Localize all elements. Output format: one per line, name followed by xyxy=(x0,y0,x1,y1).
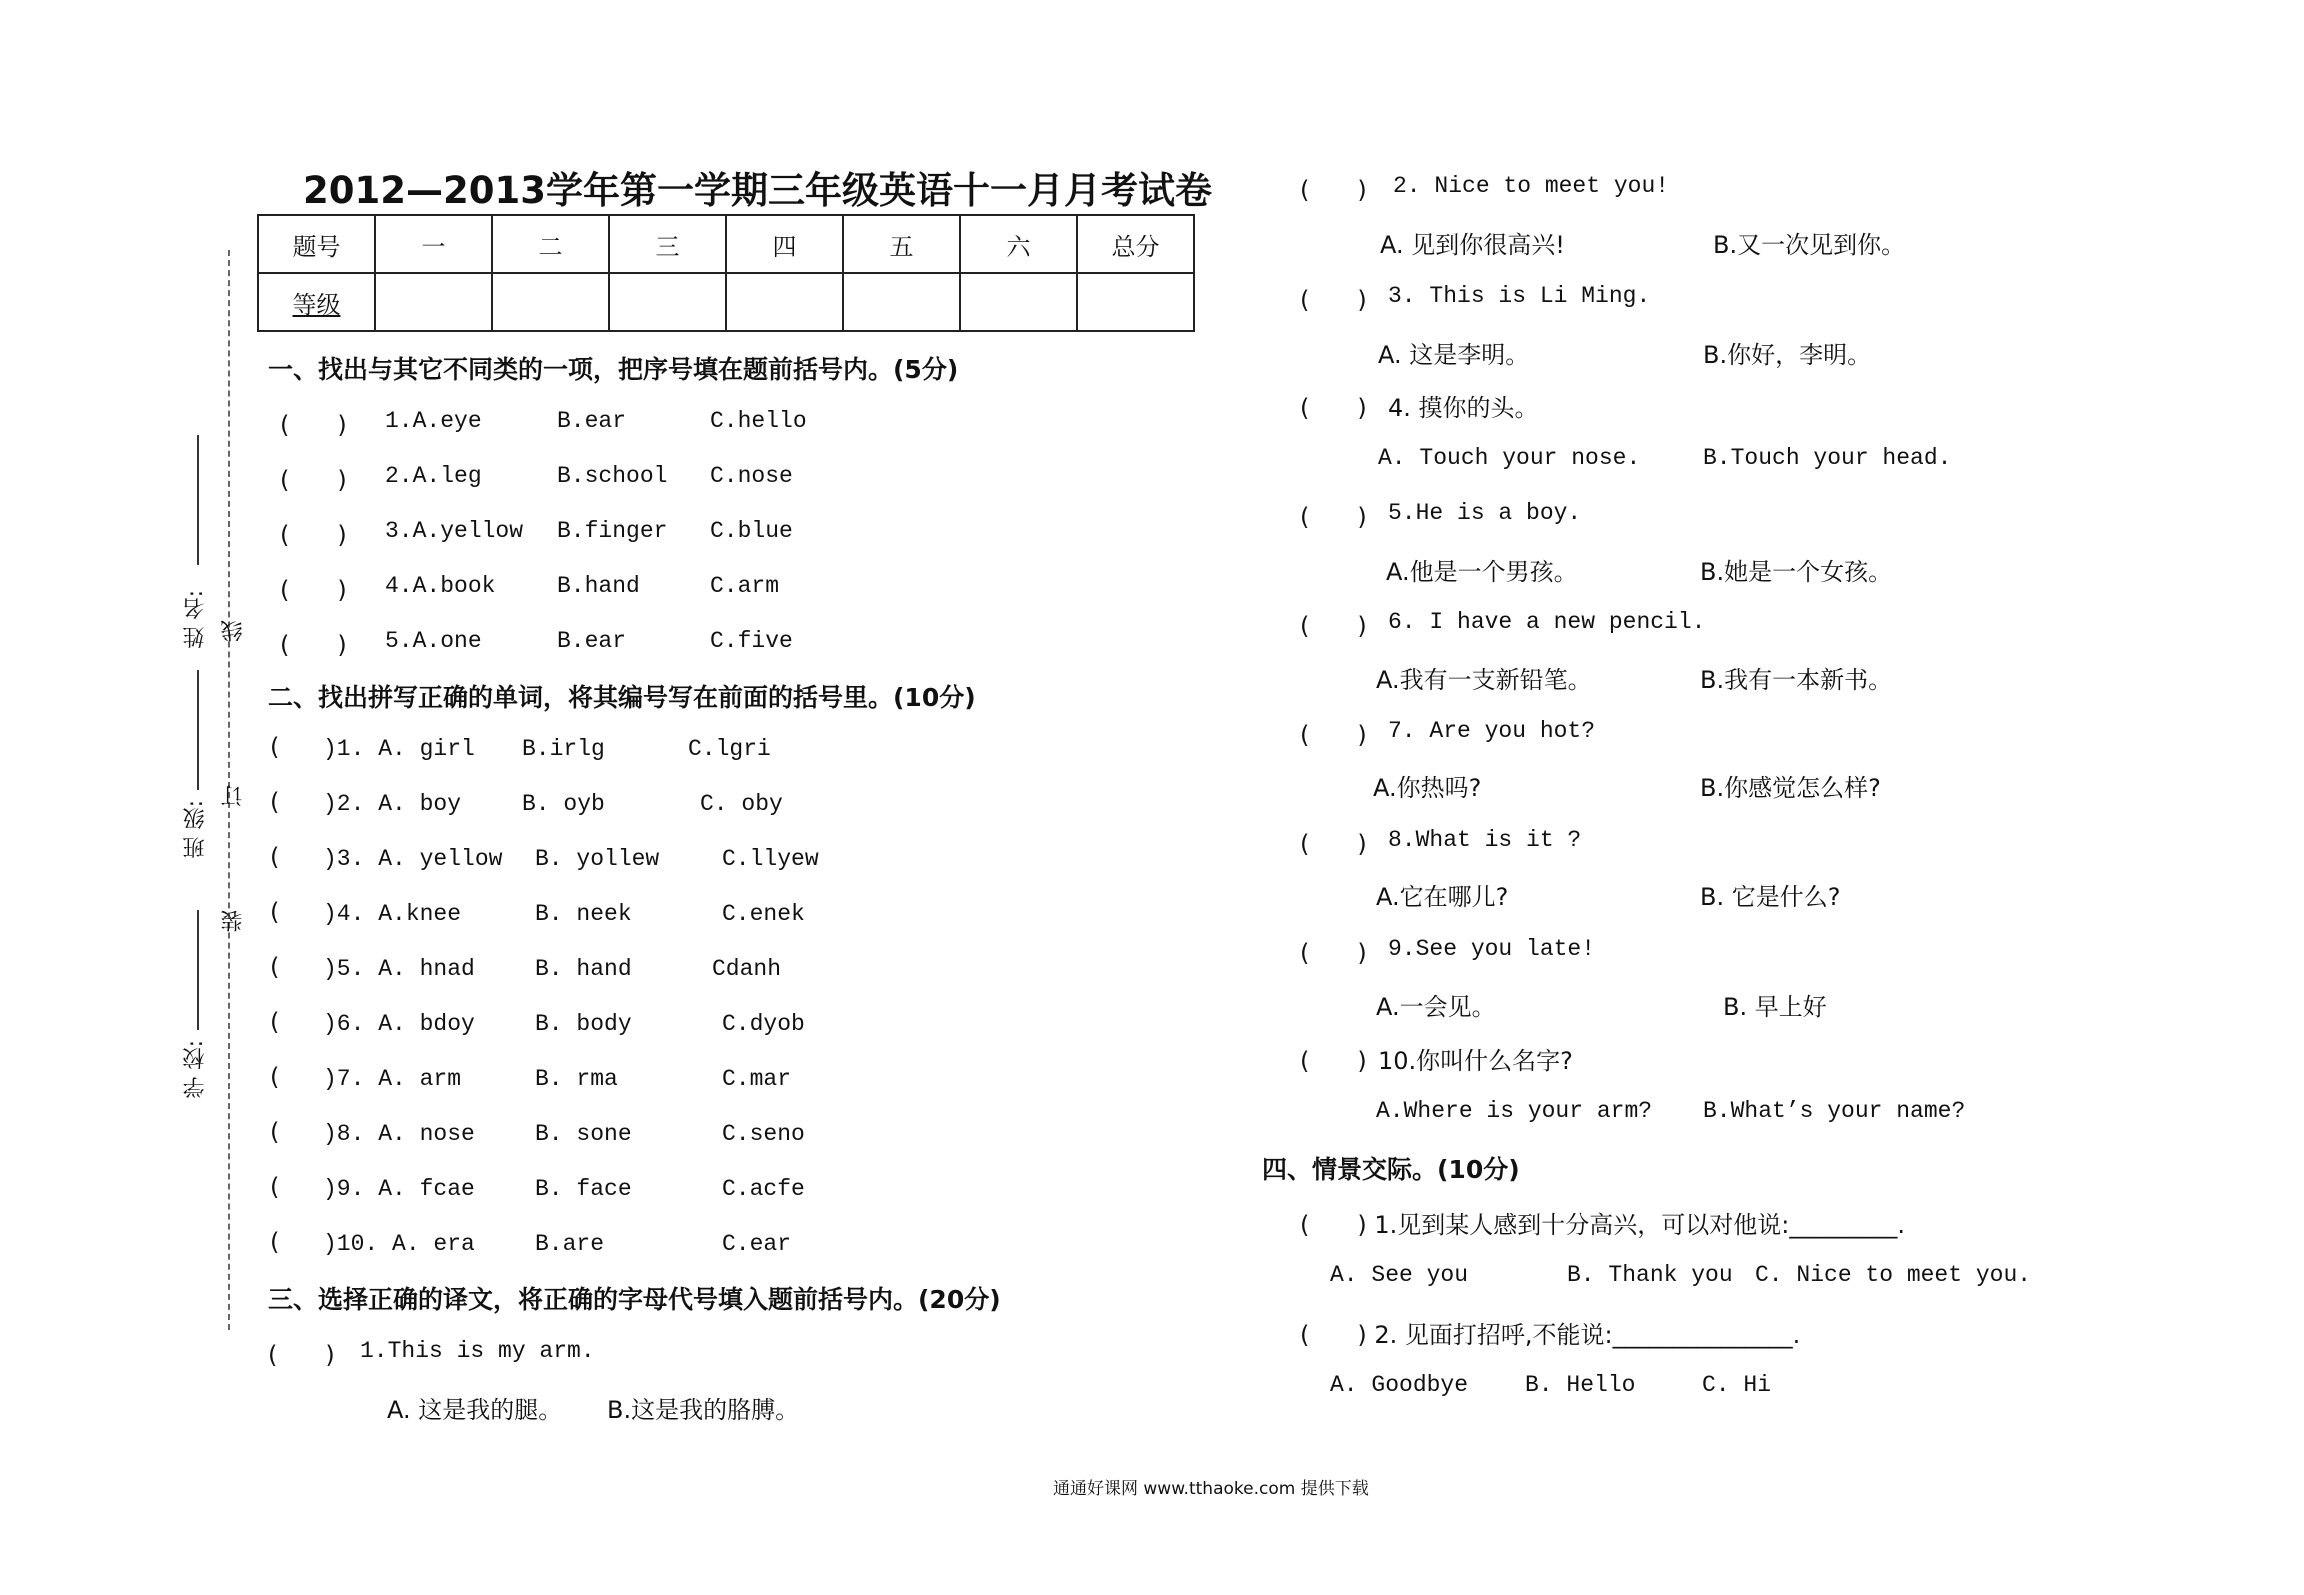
option-a: A. 这是我的腿。 xyxy=(387,1396,563,1424)
score-header-cell: 三 xyxy=(609,215,726,273)
option-b: B.ear xyxy=(557,628,627,654)
footer-text: 通通好课网 www.tthaoke.com 提供下载 xyxy=(1053,1479,1369,1499)
section-1-heading: 一、找出与其它不同类的一项，把序号填在题前括号内。(5分) xyxy=(268,355,959,384)
answer-bracket[interactable]: ( xyxy=(270,788,280,816)
answer-bracket[interactable]: ( ) xyxy=(268,1341,335,1369)
page-title: 2012—2013学年第一学期三年级英语十一月月考试卷 xyxy=(303,169,1212,212)
question-text: 3.A.yellow xyxy=(385,518,524,544)
question-text: ( ) 1.见到某人感到十分高兴，可以对他说:_________. xyxy=(1300,1211,1905,1239)
option-c: C.llyew xyxy=(722,846,819,872)
option-c: C.acfe xyxy=(722,1176,805,1202)
option-b: B.school xyxy=(557,463,668,489)
answer-bracket[interactable]: ( ) xyxy=(1300,830,1367,858)
score-grade-label: 等级 xyxy=(258,273,375,331)
side-class-label: 班 级: xyxy=(183,800,208,859)
question-text: )2. A. boy xyxy=(323,791,462,817)
question-text: )3. A. yellow xyxy=(323,846,503,872)
score-cell xyxy=(1077,273,1194,331)
name-blank-line xyxy=(197,435,199,565)
option-b: B.这是我的胳膊。 xyxy=(607,1396,800,1424)
option-c: C.nose xyxy=(710,463,793,489)
option-b: B. rma xyxy=(535,1066,618,1092)
question-text: )4. A.knee xyxy=(323,901,462,927)
score-cell xyxy=(843,273,960,331)
question-text: )1. A. girl xyxy=(323,736,475,762)
option-b: B.Touch your head. xyxy=(1703,445,1952,471)
question-text: 1.A.eye xyxy=(385,408,482,434)
option-a: A.它在哪儿? xyxy=(1376,883,1509,911)
option-a: A. 见到你很高兴! xyxy=(1380,231,1565,259)
option-b: B.又一次见到你。 xyxy=(1713,231,1906,259)
question-text: 5.A.one xyxy=(385,628,482,654)
answer-bracket[interactable]: ( xyxy=(270,898,280,926)
score-cell xyxy=(960,273,1077,331)
answer-bracket[interactable]: ( ) xyxy=(280,631,347,659)
side-xian-mark: 线 xyxy=(221,620,246,642)
score-cell xyxy=(726,273,843,331)
option-b: B.我有一本新书。 xyxy=(1700,666,1893,694)
question-text: 4.A.book xyxy=(385,573,496,599)
option-b: B. body xyxy=(535,1011,632,1037)
score-header-cell: 五 xyxy=(843,215,960,273)
school-blank-line xyxy=(197,910,199,1030)
question-text: 3. This is Li Ming. xyxy=(1388,283,1651,309)
option-b: B. 它是什么? xyxy=(1700,883,1841,911)
option-c: C.blue xyxy=(710,518,793,544)
answer-bracket[interactable]: ( xyxy=(270,1228,280,1256)
option-b: B.你感觉怎么样? xyxy=(1700,774,1881,802)
answer-bracket[interactable]: ( ) xyxy=(1300,503,1367,531)
answer-bracket[interactable]: ( xyxy=(270,953,280,981)
option-c: C.lgri xyxy=(688,736,771,762)
score-cell xyxy=(375,273,492,331)
question-text: 10.你叫什么名字? xyxy=(1378,1047,1573,1075)
score-header-cell: 一 xyxy=(375,215,492,273)
option-c: C.arm xyxy=(710,573,780,599)
side-name-label: 姓 名: xyxy=(183,590,208,649)
answer-bracket[interactable]: ( ) xyxy=(1300,176,1367,204)
answer-bracket[interactable]: ( xyxy=(270,843,280,871)
question-text: )9. A. fcae xyxy=(323,1176,475,1202)
score-header-cell: 六 xyxy=(960,215,1077,273)
score-header-cell: 二 xyxy=(492,215,609,273)
option-c: C.hello xyxy=(710,408,807,434)
option-b: B.她是一个女孩。 xyxy=(1700,558,1893,586)
score-header-cell: 总分 xyxy=(1077,215,1194,273)
score-table xyxy=(257,214,1195,332)
question-text: )6. A. bdoy xyxy=(323,1011,475,1037)
section-4-heading: 四、情景交际。(10分) xyxy=(1262,1155,1520,1184)
option-c: C.seno xyxy=(722,1121,805,1147)
answer-bracket[interactable]: ( ) xyxy=(1300,939,1367,967)
side-school-label: 学 校: xyxy=(183,1040,208,1099)
side-zhuang-mark: 装 xyxy=(221,910,246,932)
option-b: B.What’s your name? xyxy=(1703,1098,1966,1124)
option-a: A.你热吗? xyxy=(1373,774,1482,802)
option-a: A.Where is your arm? xyxy=(1376,1098,1653,1124)
question-text: ( ) 2. 见面打招呼,不能说:_______________. xyxy=(1300,1321,1801,1349)
answer-bracket[interactable]: ( ) xyxy=(1300,394,1367,422)
option-b: B.finger xyxy=(557,518,668,544)
answer-bracket[interactable]: ( ) xyxy=(1300,721,1367,749)
option-b: B.hand xyxy=(557,573,640,599)
score-cell xyxy=(492,273,609,331)
option-a: A.我有一支新铅笔。 xyxy=(1376,666,1592,694)
option-b: B. Hello xyxy=(1525,1372,1636,1398)
option-b: B. oyb xyxy=(522,791,605,817)
option-c: C. Hi xyxy=(1702,1372,1772,1398)
answer-bracket[interactable]: ( ) xyxy=(1300,612,1367,640)
option-a: A. See you xyxy=(1330,1262,1469,1288)
option-c: C.dyob xyxy=(722,1011,805,1037)
question-text: 2. Nice to meet you! xyxy=(1393,173,1670,199)
option-b: B.ear xyxy=(557,408,627,434)
answer-bracket[interactable]: ( ) xyxy=(1300,286,1367,314)
option-c: C.mar xyxy=(722,1066,792,1092)
option-b: B.你好，李明。 xyxy=(1703,341,1872,369)
score-header-cell: 题号 xyxy=(258,215,375,273)
question-text: )7. A. arm xyxy=(323,1066,462,1092)
question-text: 7. Are you hot? xyxy=(1388,718,1596,744)
question-text: )5. A. hnad xyxy=(323,956,475,982)
class-blank-line xyxy=(197,670,199,790)
option-b: B.are xyxy=(535,1231,605,1257)
score-grade-row xyxy=(258,273,1194,331)
option-b: B. hand xyxy=(535,956,632,982)
option-b: B. sone xyxy=(535,1121,632,1147)
score-cell xyxy=(609,273,726,331)
question-text: 4. 摸你的头。 xyxy=(1388,394,1539,422)
option-c: C.ear xyxy=(722,1231,792,1257)
answer-bracket[interactable]: ( ) xyxy=(1300,1047,1367,1075)
question-text: 1.This is my arm. xyxy=(360,1338,595,1364)
question-text: 9.See you late! xyxy=(1388,936,1596,962)
option-c: C. oby xyxy=(700,791,783,817)
option-c: C.five xyxy=(710,628,793,654)
answer-bracket[interactable]: ( xyxy=(270,1173,280,1201)
option-a: A. 这是李明。 xyxy=(1378,341,1530,369)
answer-bracket[interactable]: ( xyxy=(270,1118,280,1146)
question-text: )10. A. era xyxy=(323,1231,475,1257)
option-c: C. Nice to meet you. xyxy=(1755,1262,2032,1288)
option-c: Cdanh xyxy=(712,956,782,982)
question-text: 8.What is it ? xyxy=(1388,827,1582,853)
question-text: 5.He is a boy. xyxy=(1388,500,1582,526)
option-b: B. yollew xyxy=(535,846,660,872)
answer-bracket[interactable]: ( ) xyxy=(280,466,347,494)
answer-bracket[interactable]: ( ) xyxy=(280,576,347,604)
section-2-heading: 二、找出拼写正确的单词，将其编号写在前面的括号里。(10分) xyxy=(268,683,976,712)
answer-bracket[interactable]: ( xyxy=(270,1063,280,1091)
answer-bracket[interactable]: ( xyxy=(270,733,280,761)
option-a: A.他是一个男孩。 xyxy=(1386,558,1578,586)
answer-bracket[interactable]: ( ) xyxy=(280,521,347,549)
option-b: B. Thank you xyxy=(1567,1262,1733,1288)
section-3-heading: 三、选择正确的译文，将正确的字母代号填入题前括号内。(20分) xyxy=(268,1285,1001,1314)
side-ding-mark: 订 xyxy=(221,785,246,807)
option-a: A. Goodbye xyxy=(1330,1372,1469,1398)
option-b: B. 早上好 xyxy=(1723,993,1827,1021)
score-header-row xyxy=(258,215,1194,273)
answer-bracket[interactable]: ( xyxy=(270,1008,280,1036)
option-a: A. Touch your nose. xyxy=(1378,445,1641,471)
question-text: )8. A. nose xyxy=(323,1121,475,1147)
option-c: C.enek xyxy=(722,901,805,927)
question-text: 2.A.leg xyxy=(385,463,482,489)
option-b: B. neek xyxy=(535,901,632,927)
question-text: 6. I have a new pencil. xyxy=(1388,609,1706,635)
option-b: B.irlg xyxy=(522,736,605,762)
option-b: B. face xyxy=(535,1176,632,1202)
option-a: A.一会见。 xyxy=(1376,993,1496,1021)
answer-bracket[interactable]: ( ) xyxy=(280,411,347,439)
score-header-cell: 四 xyxy=(726,215,843,273)
